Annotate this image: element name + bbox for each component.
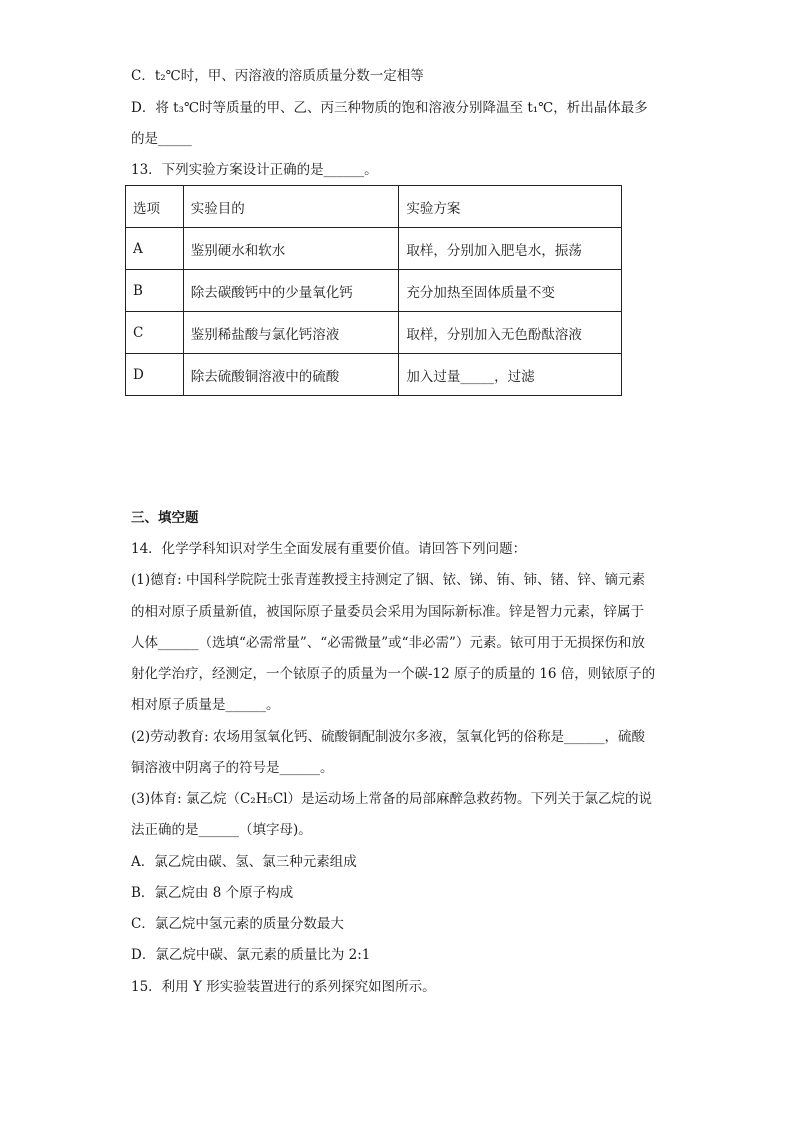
experiment-plan-table bbox=[125, 185, 622, 396]
q14-p1-line: (1)德育: 中国科学院院士张青莲教授主持测定了铟、铱、锑、铕、铈、锗、锌、镝元素 bbox=[131, 572, 645, 588]
section-title: 三、填空题 bbox=[131, 510, 199, 526]
table-row bbox=[126, 354, 622, 396]
q14-p2-line: (2)劳动教育: 农场用氢氧化钙、硫酸铜配制波尔多液，氢氧化钙的俗称是______，硫酸 bbox=[131, 729, 645, 745]
q14-p1-line: 的相对原子质量新值，被国际原子量委员会采用为国际新标准。锌是智力元素，锌属于 bbox=[131, 604, 644, 620]
q14-p1-line: 相对原子质量是______。 bbox=[131, 697, 280, 713]
q13-stem: 13．下列实验方案设计正确的是______。 bbox=[131, 162, 378, 178]
header-plan: 实验方案 bbox=[399, 186, 622, 228]
table-cell: 除去碳酸钙中的少量氧化钙 bbox=[183, 270, 399, 312]
table-cell: 除去硫酸铜溶液中的硫酸 bbox=[183, 354, 399, 396]
q12-option-c: C．t₂℃时，甲、丙溶液的溶质质量分数一定相等 bbox=[131, 68, 424, 84]
q14-p1-line: 人体______（选填“必需常量”、“必需微量”或“非必需”）元素。铱可用于无损探伤和放 bbox=[131, 635, 645, 651]
q14-p3-line: (3)体育: 氯乙烷（C₂H₅Cl）是运动场上常备的局部麻醉急救药物。下列关于氯乙烷的说 bbox=[131, 791, 653, 807]
table-cell: 充分加热至固体质量不变 bbox=[399, 270, 622, 312]
q14-stem: 14．化学学科知识对学生全面发展有重要价值。请回答下列问题： bbox=[131, 541, 527, 557]
table-cell: 取样，分别加入肥皂水，振荡 bbox=[399, 228, 622, 270]
table-cell: D bbox=[126, 354, 184, 396]
q14-option-a: A．氯乙烷由碳、氢、氯三种元素组成 bbox=[131, 854, 357, 870]
table-cell: 取样，分别加入无色酚酞溶液 bbox=[399, 312, 622, 354]
q14-option-b: B．氯乙烷由 8 个原子构成 bbox=[131, 885, 294, 901]
q14-p3-line: 法正确的是______（填字母)。 bbox=[131, 822, 312, 838]
q12-option-d-line1: D．将 t₃℃时等质量的甲、乙、丙三种物质的饱和溶液分别降温至 t₁℃，析出晶体最多 bbox=[131, 100, 648, 116]
table-cell: 加入过量_____，过滤 bbox=[399, 354, 622, 396]
table-cell: B bbox=[126, 270, 184, 312]
q15-stem: 15．利用 Y 形实验装置进行的系列探究如图所示。 bbox=[131, 979, 436, 995]
q12-option-d-line2: 的是_____ bbox=[131, 131, 192, 147]
table-row bbox=[126, 312, 622, 354]
q14-p1-line: 射化学治疗，经测定，一个铱原子的质量为一个碳-12 原子的质量的 16 倍，则铱原子的 bbox=[131, 666, 656, 682]
q14-option-d: D．氯乙烷中碳、氯元素的质量比为 2:1 bbox=[131, 947, 371, 963]
q14-option-c: C．氯乙烷中氢元素的质量分数最大 bbox=[131, 916, 344, 932]
table-cell: 鉴别硬水和软水 bbox=[183, 228, 399, 270]
q14-p2-line: 铜溶液中阴离子的符号是______。 bbox=[131, 760, 334, 776]
table-header-row bbox=[126, 186, 622, 228]
table-cell: 鉴别稀盐酸与氯化钙溶液 bbox=[183, 312, 399, 354]
table-row bbox=[126, 228, 622, 270]
table-cell: A bbox=[126, 228, 184, 270]
header-option: 选项 bbox=[126, 186, 184, 228]
header-purpose: 实验目的 bbox=[183, 186, 399, 228]
table-cell: C bbox=[126, 312, 184, 354]
table-row bbox=[126, 270, 622, 312]
